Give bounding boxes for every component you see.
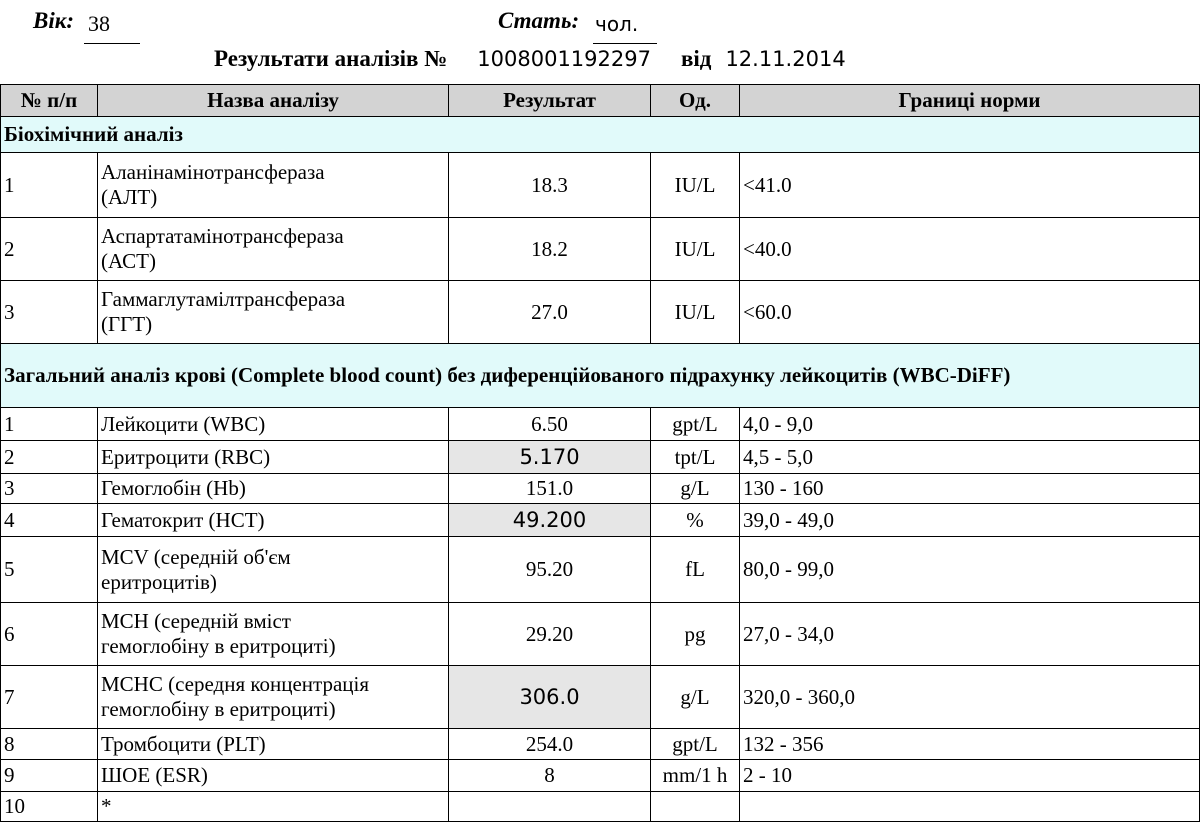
table-row	[1, 153, 1200, 218]
table-row	[1, 729, 1200, 760]
row-name: *	[98, 792, 449, 822]
table-row	[1, 603, 1200, 666]
row-unit: gpt/L	[651, 729, 740, 760]
row-range: <41.0	[740, 153, 1200, 218]
row-num: 10	[1, 792, 98, 822]
row-unit: IU/L	[651, 153, 740, 218]
row-unit: tpt/L	[651, 441, 740, 474]
sex-value: чол.	[593, 8, 657, 44]
column-header-result: Результат	[449, 85, 651, 117]
row-range: <40.0	[740, 218, 1200, 281]
row-result: 95.20	[449, 537, 651, 603]
row-name	[98, 537, 449, 603]
row-unit	[651, 792, 740, 822]
row-range: 130 - 160	[740, 474, 1200, 504]
row-unit: mm/1 h	[651, 760, 740, 792]
row-result: 8	[449, 760, 651, 792]
age-value: 38	[84, 8, 140, 44]
row-name: Лейкоцити (WBC)	[98, 408, 449, 441]
row-name-line1: Аспартатамінотрансфераза	[101, 224, 344, 248]
results-table	[0, 84, 1200, 822]
row-unit: fL	[651, 537, 740, 603]
row-result: 18.2	[449, 218, 651, 281]
row-name: Гемоглобін (Hb)	[98, 474, 449, 504]
column-header-range: Границі норми	[740, 85, 1200, 117]
report-title	[214, 46, 846, 72]
section-row	[1, 344, 1200, 408]
row-name-line1: Аланінамінотрансфераза	[101, 160, 325, 184]
row-name	[98, 603, 449, 666]
table-header-row	[1, 85, 1200, 117]
row-result: 6.50	[449, 408, 651, 441]
row-range: 132 - 356	[740, 729, 1200, 760]
row-num: 5	[1, 537, 98, 603]
table-row	[1, 537, 1200, 603]
row-unit: g/L	[651, 666, 740, 729]
row-name	[98, 281, 449, 344]
table-row	[1, 408, 1200, 441]
column-header-name: Назва аналізу	[98, 85, 449, 117]
table-row	[1, 666, 1200, 729]
section-row	[1, 117, 1200, 153]
table-row	[1, 281, 1200, 344]
table-row	[1, 504, 1200, 537]
table-row	[1, 441, 1200, 474]
row-unit: gpt/L	[651, 408, 740, 441]
column-header-unit: Од.	[651, 85, 740, 117]
row-result-flagged: 5.170	[449, 441, 651, 474]
row-name-line2: гемоглобіну в еритроциті)	[101, 634, 336, 658]
row-unit: IU/L	[651, 281, 740, 344]
row-range: 2 - 10	[740, 760, 1200, 792]
row-name: Еритроцити (RBC)	[98, 441, 449, 474]
row-range: 4,5 - 5,0	[740, 441, 1200, 474]
row-name: ШОЕ (ESR)	[98, 760, 449, 792]
row-name-line2: (ГГТ)	[101, 312, 153, 336]
row-num: 3	[1, 474, 98, 504]
row-unit: g/L	[651, 474, 740, 504]
row-num: 6	[1, 603, 98, 666]
row-range: 80,0 - 99,0	[740, 537, 1200, 603]
table-row	[1, 474, 1200, 504]
row-range: 27,0 - 34,0	[740, 603, 1200, 666]
row-num: 2	[1, 441, 98, 474]
table-row	[1, 218, 1200, 281]
row-unit: IU/L	[651, 218, 740, 281]
row-result-flagged: 306.0	[449, 666, 651, 729]
row-name-line1: MCV (середній об'єм	[101, 544, 291, 569]
row-result: 29.20	[449, 603, 651, 666]
row-result: 151.0	[449, 474, 651, 504]
report-header	[0, 0, 1200, 84]
table-row	[1, 792, 1200, 822]
age-label: Вік:	[33, 8, 75, 33]
row-num: 3	[1, 281, 98, 344]
row-unit: %	[651, 504, 740, 537]
row-range: 4,0 - 9,0	[740, 408, 1200, 441]
section-title: Загальний аналіз крові (Complete blood count) без диференційованого підрахунку лейкоцитів (WBC-DiFF)	[1, 344, 1200, 408]
row-result: 27.0	[449, 281, 651, 344]
row-name-line1: MCH (середній вміст	[101, 609, 291, 633]
row-num: 9	[1, 760, 98, 792]
row-name	[98, 666, 449, 729]
table-row	[1, 760, 1200, 792]
row-name	[98, 153, 449, 218]
title-label: Результати аналізів №	[214, 46, 448, 71]
row-name-line2: еритроцитів)	[101, 569, 217, 594]
row-name	[98, 218, 449, 281]
row-name-line1: MCHC (середня концентрація	[101, 672, 370, 696]
row-unit: pg	[651, 603, 740, 666]
row-name: Гематокрит (НСТ)	[98, 504, 449, 537]
row-name-line2: (АЛТ)	[101, 185, 158, 209]
column-header-num: № п/п	[1, 85, 98, 117]
row-range: <60.0	[740, 281, 1200, 344]
row-name-line2: (АСТ)	[101, 249, 156, 273]
row-result: 18.3	[449, 153, 651, 218]
row-range: 320,0 - 360,0	[740, 666, 1200, 729]
sex-label: Стать:	[498, 8, 580, 33]
row-name-line1: Гаммаглутамілтрансфераза	[101, 287, 346, 311]
row-num: 7	[1, 666, 98, 729]
row-result: 254.0	[449, 729, 651, 760]
row-name-line2: гемоглобіну в еритроциті)	[101, 697, 336, 721]
from-label: від	[680, 46, 712, 71]
row-range: 39,0 - 49,0	[740, 504, 1200, 537]
report-date: 12.11.2014	[725, 47, 846, 71]
row-num: 8	[1, 729, 98, 760]
row-result-flagged: 49.200	[449, 504, 651, 537]
order-number: 1008001192297	[477, 47, 651, 71]
row-num: 1	[1, 153, 98, 218]
row-name: Тромбоцити (PLT)	[98, 729, 449, 760]
row-result	[449, 792, 651, 822]
row-range	[740, 792, 1200, 822]
row-num: 4	[1, 504, 98, 537]
row-num: 2	[1, 218, 98, 281]
section-title: Біохімічний аналіз	[1, 117, 1200, 153]
row-num: 1	[1, 408, 98, 441]
